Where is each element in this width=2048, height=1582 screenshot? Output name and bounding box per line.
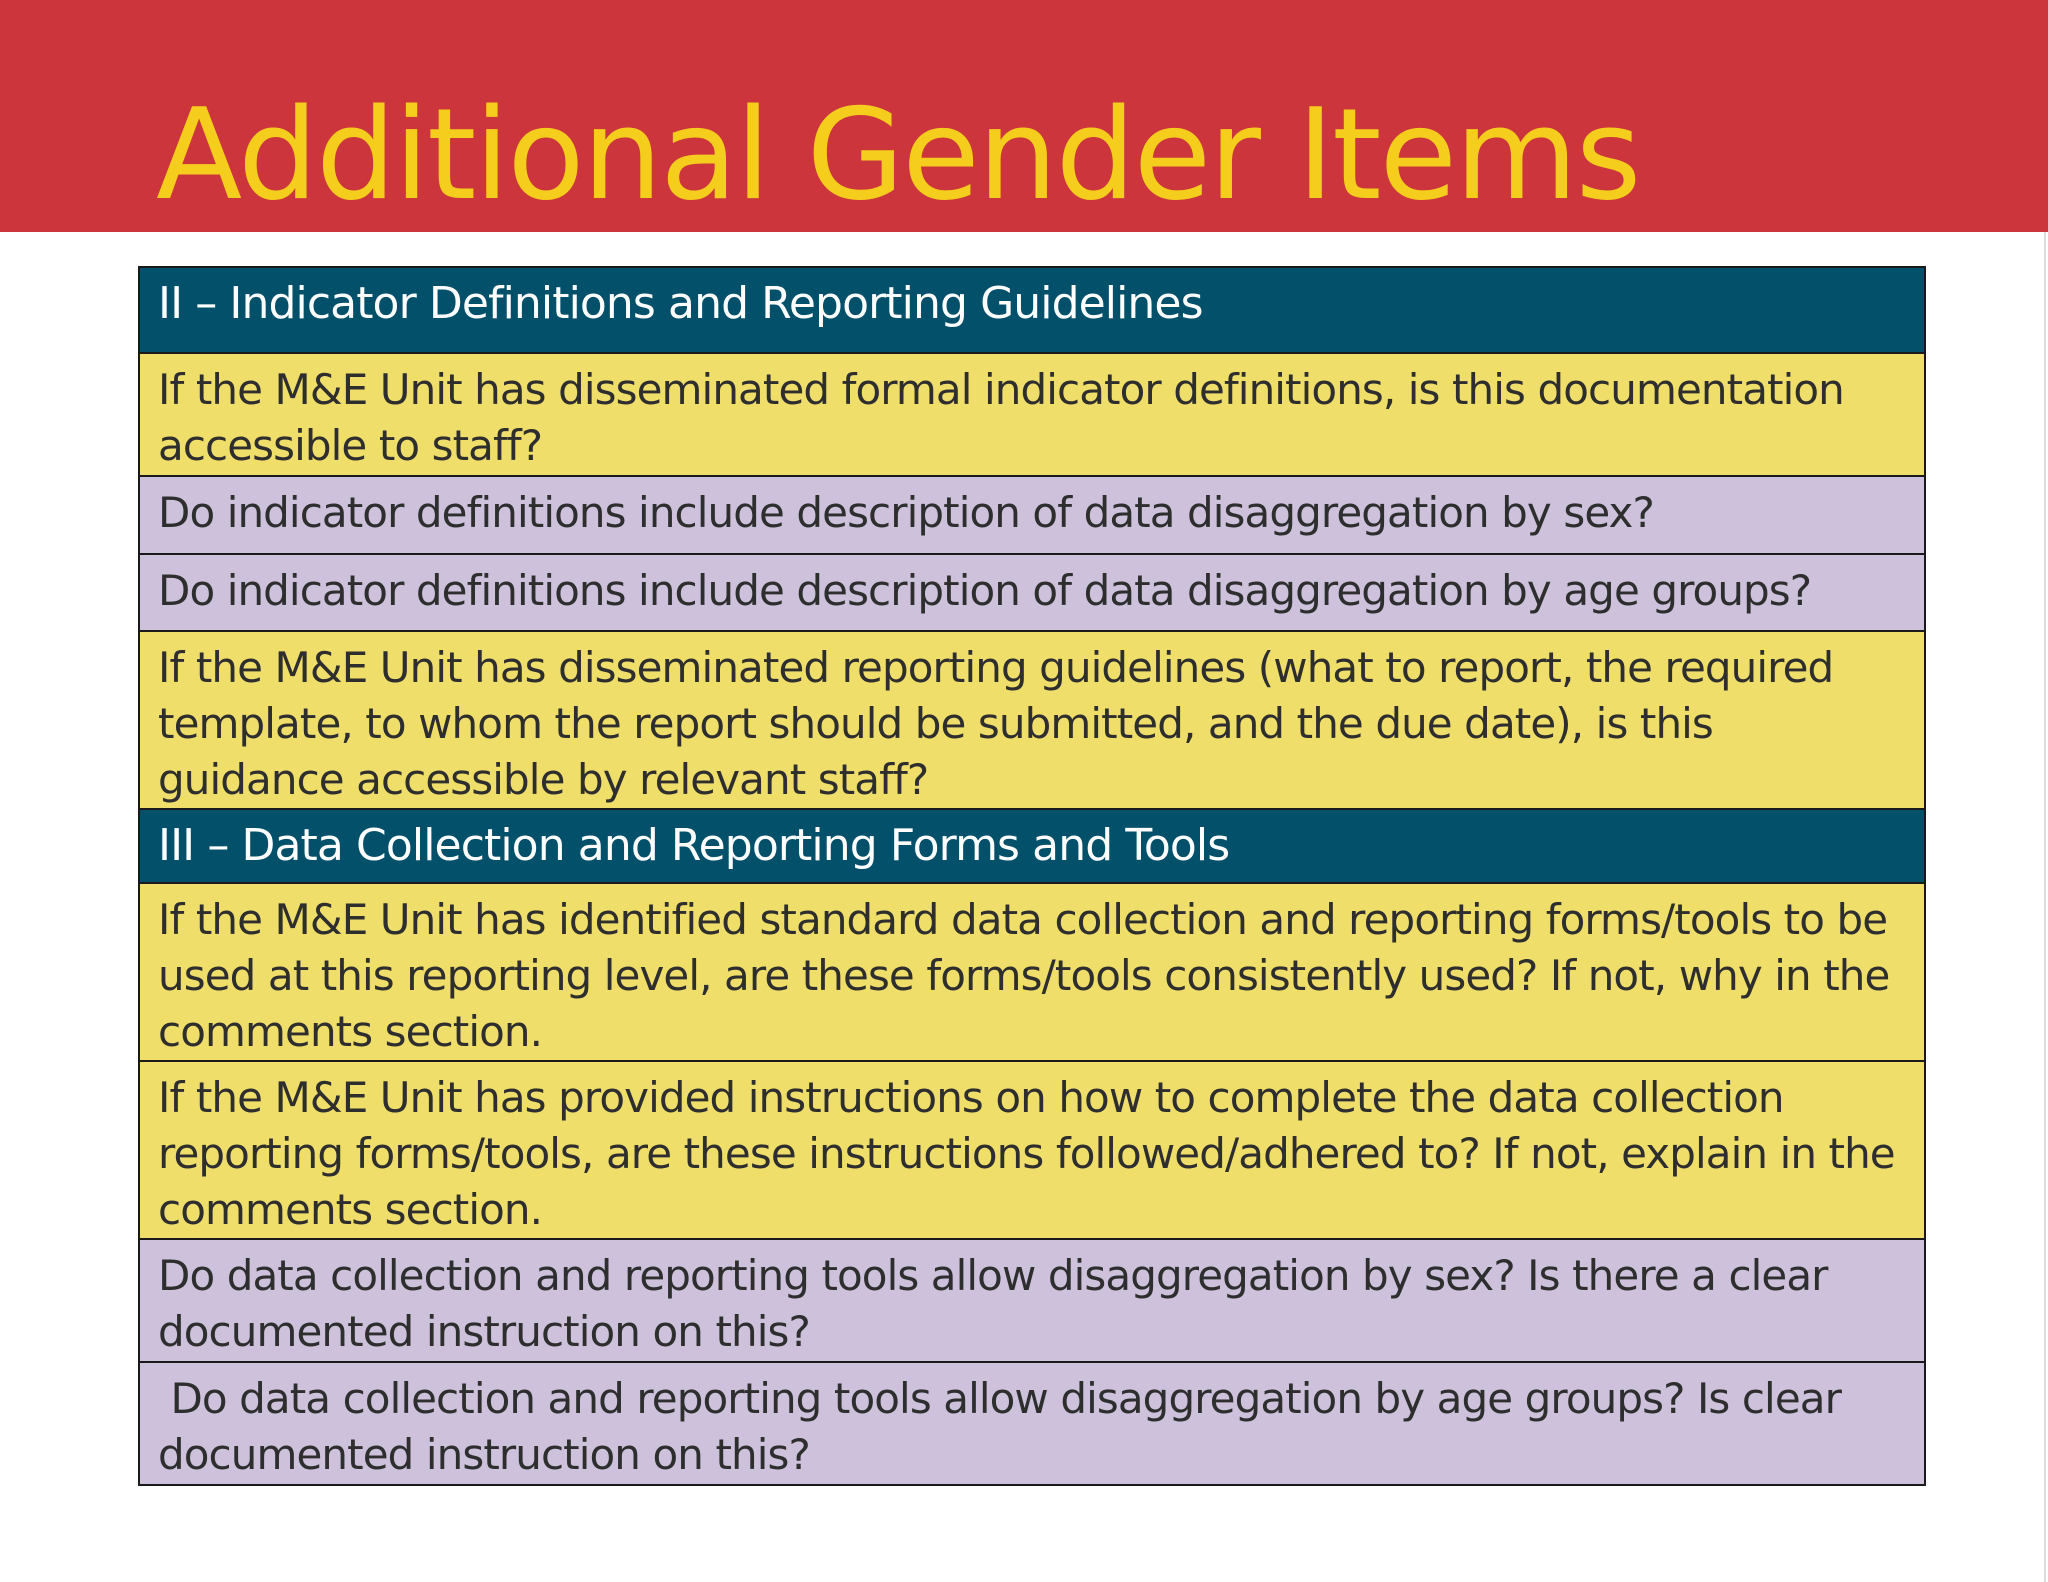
table-row	[139, 631, 1925, 809]
gender-items-table	[138, 266, 1926, 1486]
page-edge-divider	[2044, 232, 2046, 1582]
section-header-cell	[139, 809, 1925, 883]
section-header-row	[139, 267, 1925, 353]
table-cell	[139, 1362, 1925, 1485]
item-text: Do data collection and reporting tools allow disaggregation by age groups? Is clear documented instruction on this?	[158, 1374, 1854, 1479]
item-text: If the M&E Unit has identified standard data collection and reporting forms/tools to be used at this reporting level, are these forms/tools consistently used? If not, why in the comments section.	[158, 895, 1890, 1056]
table-row	[139, 1239, 1925, 1362]
item-text: If the M&E Unit has disseminated formal indicator definitions, is this documentation accessible to staff?	[158, 365, 1844, 470]
table-row	[139, 554, 1925, 631]
table-cell	[139, 631, 1925, 809]
item-text: If the M&E Unit has disseminated reporting guidelines (what to report, the required template, to whom the report should be submitted, and the due date), is this guidance accessible by relevant staff?	[158, 643, 1834, 804]
table-row	[139, 1362, 1925, 1485]
item-text: Do indicator definitions include description of data disaggregation by age groups?	[158, 566, 1812, 615]
table-cell	[139, 1239, 1925, 1362]
item-text: Do indicator definitions include description of data disaggregation by sex?	[158, 488, 1654, 537]
section-header-text: II – Indicator Definitions and Reporting Guidelines	[158, 278, 1203, 329]
page-title: Additional Gender Items	[156, 81, 1640, 228]
table-cell	[139, 554, 1925, 631]
table-cell	[139, 476, 1925, 554]
section-header-row	[139, 809, 1925, 883]
item-text: If the M&E Unit has provided instructions on how to complete the data collection reporting forms/tools, are these instructions followed/adhered to? If not, explain in the comments section.	[158, 1073, 1895, 1234]
section-header-text: III – Data Collection and Reporting Forms and Tools	[158, 820, 1230, 871]
table-cell	[139, 1061, 1925, 1239]
table-cell	[139, 353, 1925, 476]
item-text: Do data collection and reporting tools allow disaggregation by sex? Is there a clear documented instruction on this?	[158, 1251, 1828, 1356]
table-row	[139, 353, 1925, 476]
table-row	[139, 476, 1925, 554]
table-row	[139, 883, 1925, 1061]
table-row	[139, 1061, 1925, 1239]
table-cell	[139, 883, 1925, 1061]
section-header-cell	[139, 267, 1925, 353]
